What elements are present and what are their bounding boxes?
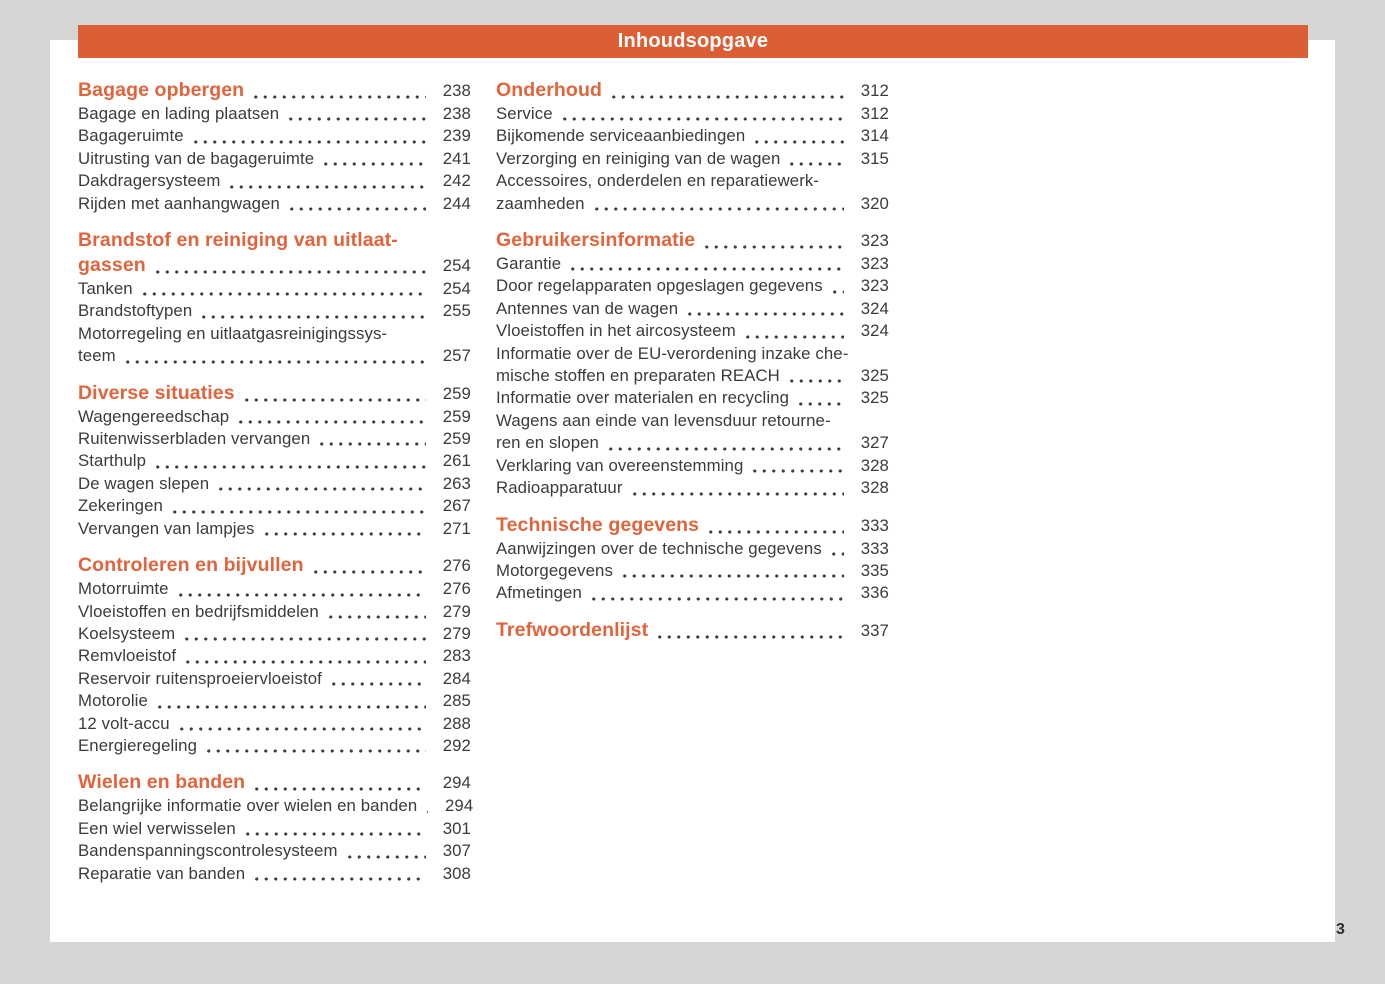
- dot-leader: [176, 578, 426, 600]
- toc-page-number: 312: [860, 104, 889, 123]
- toc-label: Reparatie van banden: [78, 863, 246, 883]
- dot-leader: [177, 713, 426, 735]
- dot-leader: [227, 170, 426, 192]
- toc-page-number: 327: [860, 433, 889, 453]
- dot-leader: [592, 193, 844, 215]
- toc-entry-row: [496, 538, 889, 560]
- toc-section-heading-row: [496, 513, 889, 538]
- toc-label: Starthulp: [78, 451, 147, 471]
- dot-leader: [345, 840, 426, 862]
- toc-label: Informatie over materialen en recycling: [496, 388, 790, 408]
- toc-label: Vloeistoffen in het aircosysteem: [496, 321, 736, 341]
- dot-leader: [743, 320, 844, 342]
- toc-label: Door regelapparaten opgeslagen gegevens: [496, 276, 823, 296]
- toc-entry-row: [496, 343, 889, 365]
- toc-entry-row: [496, 320, 889, 342]
- toc-page-number: 284: [442, 668, 471, 688]
- toc-page-number: 323: [860, 276, 889, 296]
- toc-label: Wagengereedschap: [78, 406, 230, 426]
- toc-label: Verklaring van overeenstemming: [496, 455, 744, 475]
- toc-entry-row: [78, 735, 471, 757]
- toc-label: Technische gegevens: [496, 513, 700, 536]
- dot-leader: [183, 645, 426, 667]
- toc-entry-row: [78, 428, 471, 450]
- toc-page-number: 308: [442, 863, 471, 883]
- dot-leader: [829, 538, 844, 560]
- toc-page-number: 261: [442, 451, 471, 471]
- toc-label: Controleren en bijvullen: [78, 554, 304, 577]
- toc-page-number: 294: [442, 773, 471, 793]
- toc-label: Koelsysteem: [78, 623, 176, 643]
- toc-page-number: 283: [442, 646, 471, 666]
- toc-label: Tanken: [78, 279, 133, 299]
- dot-leader: [830, 275, 844, 297]
- dot-leader: [568, 253, 844, 275]
- toc-label: Trefwoordenlijst: [496, 618, 649, 641]
- dot-leader: [560, 103, 844, 125]
- toc-page-number: 312: [860, 81, 889, 100]
- toc-entry-row: [78, 690, 471, 712]
- toc-label: Aanwijzingen over de technische gegevens: [496, 538, 822, 558]
- toc-page-number: 325: [860, 388, 889, 408]
- toc-label: Een wiel verwisselen: [78, 818, 236, 838]
- toc-entry-row: [78, 645, 471, 667]
- toc-entry-row: [78, 170, 471, 192]
- toc-entry-row: [496, 103, 889, 125]
- toc-entry-row: [78, 840, 471, 862]
- toc-page-number: 254: [442, 256, 471, 276]
- toc-label: Wielen en banden: [78, 771, 246, 794]
- toc-page-number: 324: [860, 321, 889, 341]
- toc-page-number: 335: [860, 560, 889, 580]
- toc-label: Informatie over de EU-verordening inzake che-: [496, 343, 849, 363]
- toc-entry-row: [78, 473, 471, 495]
- toc-entry-row: [78, 193, 471, 215]
- dot-leader: [620, 560, 844, 582]
- dot-leader: [182, 623, 426, 645]
- toc-label: Motorolie: [78, 691, 148, 711]
- toc-entry-row: [78, 300, 471, 322]
- toc-entry-row: [496, 560, 889, 582]
- toc-page-number: 259: [442, 429, 471, 449]
- toc-entry-row: [78, 495, 471, 517]
- toc-page-number: 255: [442, 301, 471, 321]
- toc-page-number: 279: [442, 601, 471, 621]
- dot-leader: [236, 406, 426, 428]
- toc-label: mische stoffen en preparaten REACH: [496, 366, 780, 386]
- toc-label: Service: [496, 104, 553, 123]
- dot-leader: [311, 553, 426, 578]
- toc-page-number: 244: [442, 193, 471, 213]
- toc-label: Garantie: [496, 254, 562, 274]
- toc-entry-row: [496, 193, 889, 215]
- toc-entry-row: [78, 863, 471, 885]
- toc-page-number: 267: [442, 496, 471, 516]
- toc-title-bar: [78, 25, 1308, 58]
- dot-leader: [630, 477, 844, 499]
- toc-page-number: 288: [442, 713, 471, 733]
- toc-label: Ruitenwisserbladen vervangen: [78, 429, 311, 449]
- toc-page-number: 323: [860, 254, 889, 274]
- dot-leader: [655, 618, 844, 643]
- toc-page-number: 336: [860, 583, 889, 603]
- toc-label: Motorgegevens: [496, 560, 613, 580]
- page-title: Inhoudsopgave: [617, 30, 769, 52]
- toc-label: Bagageruimte: [78, 126, 184, 146]
- toc-label: Gebruikersinformatie: [496, 229, 696, 252]
- toc-entry-row: [78, 148, 471, 170]
- toc-label: Bagage en lading plaatsen: [78, 104, 280, 123]
- dot-leader: [153, 450, 426, 472]
- toc-entry-row: [78, 818, 471, 840]
- toc-label: Bandenspanningscontrolesysteem: [78, 841, 338, 861]
- toc-page-number: 328: [860, 455, 889, 475]
- toc-entry-row: [496, 582, 889, 604]
- toc-page-number: 301: [442, 818, 471, 838]
- toc-label: Onderhoud: [496, 79, 602, 101]
- toc-page-number: 263: [442, 473, 471, 493]
- toc-label: Dakdragersysteem: [78, 171, 221, 191]
- toc-page-number: 276: [442, 579, 471, 599]
- toc-entry-row: [496, 387, 889, 409]
- toc-section-heading-row: [78, 770, 471, 795]
- dot-leader: [750, 455, 844, 477]
- toc-label: Brandstof en reiniging van uitlaat-: [78, 229, 398, 252]
- toc-entry-row: [78, 578, 471, 600]
- toc-entry-row: [78, 450, 471, 472]
- toc-page-number: 307: [442, 841, 471, 861]
- toc-label: gassen: [78, 254, 146, 277]
- dot-leader: [251, 78, 426, 103]
- toc-entry-row: [78, 795, 474, 817]
- toc-label: Motorruimte: [78, 579, 169, 599]
- toc-page-number: 320: [860, 193, 889, 213]
- toc-entry-row: [496, 125, 889, 147]
- toc-entry-row: [496, 275, 889, 297]
- dot-leader: [796, 387, 844, 409]
- page-number: 3: [1336, 921, 1345, 938]
- toc-page-number: 257: [442, 346, 471, 366]
- dot-leader: [706, 513, 844, 538]
- toc-page-number: 333: [860, 515, 889, 535]
- toc-entry-row: [78, 668, 471, 690]
- toc-entry-row: [496, 477, 889, 499]
- toc-label: Verzorging en reiniging van de wagen: [496, 148, 781, 168]
- dot-leader: [321, 148, 426, 170]
- toc-page-number: 279: [442, 623, 471, 643]
- toc-label: Bijkomende serviceaanbiedingen: [496, 126, 746, 146]
- toc-label: Motorregeling en uitlaatgasreinigingssys-: [78, 323, 388, 343]
- toc-page-number: 259: [442, 406, 471, 426]
- dot-leader: [606, 432, 844, 454]
- toc-section-heading-row: [78, 78, 471, 103]
- toc-page-number: 254: [442, 279, 471, 299]
- dot-leader: [170, 495, 426, 517]
- dot-leader: [287, 193, 426, 215]
- toc-label: Zekeringen: [78, 496, 163, 516]
- toc-entry-row: [78, 713, 471, 735]
- dot-leader: [752, 125, 844, 147]
- dot-leader: [787, 365, 844, 387]
- toc-page-number: 285: [442, 691, 471, 711]
- dot-leader: [252, 863, 426, 885]
- toc-label: Antennes van de wagen: [496, 298, 679, 318]
- toc-section-heading-row: [78, 381, 471, 406]
- toc-page-number: 276: [442, 556, 471, 576]
- toc-label: Rijden met aanhangwagen: [78, 193, 280, 213]
- dot-leader: [589, 582, 844, 604]
- dot-leader: [242, 381, 426, 406]
- toc-column-left: [78, 78, 474, 885]
- toc-label: Brandstoftypen: [78, 301, 193, 321]
- dot-leader: [216, 473, 426, 495]
- toc-section-heading-row: [78, 253, 471, 278]
- dot-leader: [609, 78, 844, 103]
- toc-page-number: 292: [442, 735, 471, 755]
- toc-section-heading-row: [78, 228, 471, 253]
- dot-leader: [199, 300, 426, 322]
- dot-leader: [204, 735, 426, 757]
- dot-leader: [326, 601, 426, 623]
- toc-label: Accessoires, onderdelen en reparatiewerk-: [496, 171, 820, 191]
- toc-page-number: 315: [860, 148, 889, 168]
- toc-page-number: 238: [442, 81, 471, 100]
- toc-entry-row: [496, 410, 889, 432]
- toc-entry-row: [78, 518, 471, 540]
- toc-entry-row: [496, 170, 889, 192]
- toc-section-heading-row: [496, 228, 889, 253]
- dot-leader: [191, 125, 426, 147]
- toc-section-heading-row: [78, 553, 471, 578]
- dot-leader: [329, 668, 426, 690]
- toc-page-number: 241: [442, 148, 471, 168]
- dot-leader: [153, 253, 426, 278]
- toc-label: ren en slopen: [496, 433, 599, 453]
- toc-entry-row: [78, 406, 471, 428]
- dot-leader: [424, 795, 428, 817]
- toc-page-number: 238: [442, 104, 471, 123]
- toc-label: Radioapparatuur: [496, 478, 623, 498]
- toc-page-number: 328: [860, 478, 889, 498]
- dot-leader: [685, 298, 844, 320]
- toc-label: Reservoir ruitensproeiervloeistof: [78, 668, 322, 688]
- toc-section-heading-row: [496, 618, 889, 643]
- toc-page-number: 324: [860, 298, 889, 318]
- dot-leader: [155, 690, 426, 712]
- toc-label: Afmetingen: [496, 583, 582, 603]
- dot-leader: [140, 278, 426, 300]
- toc-entry-row: [78, 623, 471, 645]
- toc-entry-row: [78, 278, 471, 300]
- toc-entry-row: [78, 601, 471, 623]
- toc-page-number: 325: [860, 366, 889, 386]
- toc-section-heading-row: [496, 78, 889, 103]
- toc-page-number: 271: [442, 518, 471, 538]
- dot-leader: [702, 228, 844, 253]
- toc-entry-row: [496, 298, 889, 320]
- toc-entry-row: [496, 455, 889, 477]
- toc-label: teem: [78, 346, 116, 366]
- toc-page-number: 294: [444, 796, 474, 816]
- dot-leader: [252, 770, 426, 795]
- toc-label: 12 volt-accu: [78, 713, 170, 733]
- toc-entry-row: [78, 345, 471, 367]
- toc-page-number: 314: [860, 126, 889, 146]
- toc-label: Vloeistoffen en bedrijfsmiddelen: [78, 601, 319, 621]
- toc-label: Energieregeling: [78, 735, 198, 755]
- dot-leader: [286, 103, 426, 125]
- toc-entry-row: [496, 253, 889, 275]
- toc-label: Vervangen van lampjes: [78, 518, 255, 538]
- toc-label: Wagens aan einde van levensduur retourne-: [496, 410, 831, 430]
- dot-leader: [262, 518, 426, 540]
- dot-leader: [123, 345, 426, 367]
- toc-page-number: 323: [860, 231, 889, 251]
- toc-entry-row: [78, 103, 471, 125]
- toc-page-number: 242: [442, 171, 471, 191]
- toc-page-number: 333: [860, 538, 889, 558]
- toc-entry-row: [496, 365, 889, 387]
- dot-leader: [787, 148, 844, 170]
- dot-leader: [317, 428, 426, 450]
- toc-entry-row: [78, 323, 471, 345]
- toc-label: De wagen slepen: [78, 473, 210, 493]
- toc-label: Diverse situaties: [78, 381, 235, 404]
- toc-label: Bagage opbergen: [78, 79, 245, 101]
- toc-label: Belangrijke informatie over wielen en banden: [78, 796, 418, 816]
- toc-entry-row: [78, 125, 471, 147]
- toc-entry-row: [496, 148, 889, 170]
- toc-page-number: 239: [442, 126, 471, 146]
- toc-entry-row: [496, 432, 889, 454]
- toc-label: Uitrusting van de bagageruimte: [78, 148, 315, 168]
- toc-label: zaamheden: [496, 193, 585, 213]
- toc-page-number: 259: [442, 383, 471, 403]
- toc-column-right: [496, 78, 889, 643]
- toc-label: Remvloeistof: [78, 646, 177, 666]
- toc-page-number: 337: [860, 620, 889, 640]
- dot-leader: [243, 818, 426, 840]
